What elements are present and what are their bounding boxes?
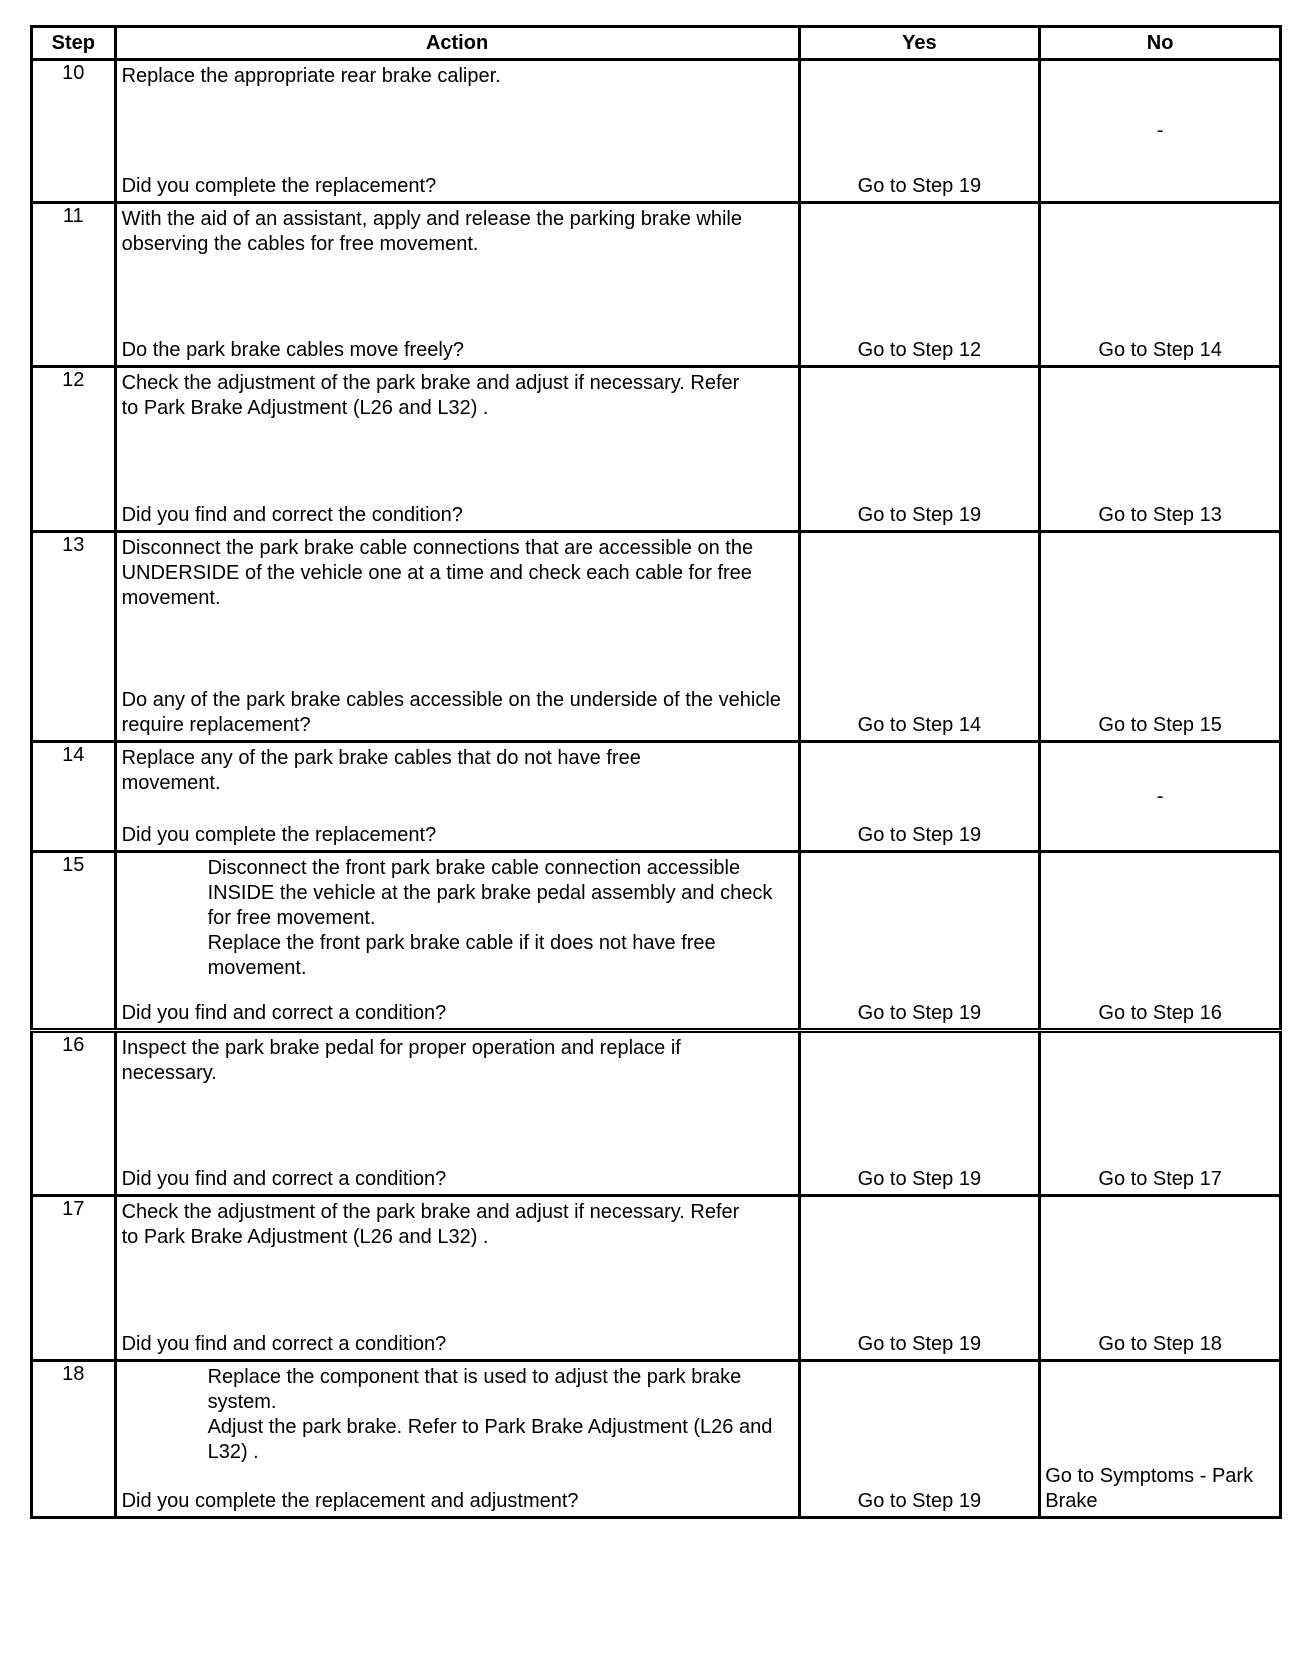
action-cell	[115, 60, 799, 203]
action-cell	[115, 1361, 799, 1518]
action-question: Do the park brake cables move freely?	[121, 339, 464, 361]
yes-result: Go to Step 19	[857, 1168, 982, 1190]
yes-result: Go to Step 19	[857, 175, 982, 197]
yes-result: Go to Step 19	[857, 1333, 982, 1355]
yes-result: Go to Step 19	[857, 1002, 982, 1024]
action-question: Did you find and correct a condition?	[121, 1168, 447, 1190]
action-question: Did you find and correct the condition?	[121, 504, 463, 526]
action-cell	[115, 1031, 799, 1196]
table-row	[32, 1361, 1281, 1518]
action-cell	[115, 203, 799, 367]
header-action: Action	[115, 27, 799, 60]
table-row	[32, 742, 1281, 852]
table-row	[32, 367, 1281, 532]
no-result: Go to Step 14	[1098, 339, 1222, 361]
header-no: No	[1040, 27, 1281, 60]
action-text: Disconnect the park brake cable connections that are accessible on the UNDERSIDE of the vehicle one at a time and check each cable for free movement.	[121, 537, 754, 609]
yes-result: Go to Step 19	[857, 1490, 982, 1512]
no-result: Go to Step 13	[1098, 504, 1222, 526]
action-text: Inspect the park brake pedal for proper operation and replace if necessary.	[121, 1037, 681, 1084]
action-text: Replace the component that is used to adjust the park brake system.	[207, 1366, 742, 1413]
no-cell	[1040, 1196, 1281, 1361]
yes-cell	[799, 1031, 1040, 1196]
action-cell	[115, 367, 799, 532]
step-number: 11	[32, 203, 116, 367]
action-question: Do any of the park brake cables accessible on the underside of the vehicle require replacement?	[121, 689, 781, 736]
action-text: Replace the appropriate rear brake caliper.	[121, 65, 501, 87]
yes-cell	[799, 1196, 1040, 1361]
action-text: Replace the front park brake cable if it does not have free movement.	[207, 932, 716, 979]
step-number: 13	[32, 532, 116, 742]
no-result: Go to Step 18	[1098, 1333, 1222, 1355]
action-text: Adjust the park brake. Refer to Park Brake Adjustment (L26 and L32) .	[207, 1416, 773, 1463]
no-result: Go to Step 16	[1098, 1002, 1222, 1024]
no-result: Go to Step 17	[1098, 1168, 1222, 1190]
no-cell	[1040, 852, 1281, 1031]
yes-cell	[799, 203, 1040, 367]
action-text: Disconnect the front park brake cable connection accessible INSIDE the vehicle at the park brake pedal assembly and check for free movement.	[207, 857, 773, 929]
table-row	[32, 203, 1281, 367]
diagnostic-steps-table	[30, 25, 1282, 1519]
step-number: 15	[32, 852, 116, 1031]
yes-result: Go to Step 19	[857, 824, 982, 846]
step-number: 18	[32, 1361, 116, 1518]
action-cell	[115, 742, 799, 852]
table-row	[32, 1196, 1281, 1361]
table-row	[32, 532, 1281, 742]
yes-cell	[799, 742, 1040, 852]
step-number: 17	[32, 1196, 116, 1361]
no-cell	[1040, 1031, 1281, 1196]
yes-result: Go to Step 14	[857, 714, 982, 736]
yes-result: Go to Step 19	[857, 504, 982, 526]
no-result: -	[1156, 785, 1164, 807]
step-number: 16	[32, 1031, 116, 1196]
yes-cell	[799, 852, 1040, 1031]
table-row	[32, 60, 1281, 203]
action-question: Did you find and correct a condition?	[121, 1002, 447, 1024]
step-number: 12	[32, 367, 116, 532]
yes-cell	[799, 532, 1040, 742]
action-text: Check the adjustment of the park brake and adjust if necessary. Refer to Park Brake Adjustment (L26 and L32) .	[121, 1201, 740, 1248]
action-text: Check the adjustment of the park brake and adjust if necessary. Refer to Park Brake Adjustment (L26 and L32) .	[121, 372, 740, 419]
no-cell	[1040, 367, 1281, 532]
no-result: -	[1156, 119, 1164, 142]
table-row	[32, 1031, 1281, 1196]
yes-result: Go to Step 12	[857, 339, 982, 361]
no-result: Go to Step 15	[1098, 714, 1222, 736]
no-cell	[1040, 742, 1281, 852]
action-cell	[115, 1196, 799, 1361]
header-yes: Yes	[799, 27, 1040, 60]
no-cell	[1040, 60, 1281, 203]
yes-cell	[799, 367, 1040, 532]
action-question: Did you find and correct a condition?	[121, 1333, 447, 1355]
no-cell	[1040, 532, 1281, 742]
action-question: Did you complete the replacement?	[121, 824, 437, 846]
table-header-row	[32, 27, 1281, 60]
yes-cell	[799, 1361, 1040, 1518]
action-cell	[115, 852, 799, 1031]
step-number: 10	[32, 60, 116, 203]
action-question: Did you complete the replacement and adjustment?	[121, 1490, 579, 1512]
step-number: 14	[32, 742, 116, 852]
no-cell	[1040, 1361, 1281, 1518]
yes-cell	[799, 60, 1040, 203]
header-step: Step	[32, 27, 116, 60]
action-text: With the aid of an assistant, apply and release the parking brake while observing the cables for free movement.	[121, 208, 742, 255]
table-row	[32, 852, 1281, 1031]
no-cell	[1040, 203, 1281, 367]
action-cell	[115, 532, 799, 742]
action-text: Replace any of the park brake cables that do not have free movement.	[121, 747, 641, 794]
action-question: Did you complete the replacement?	[121, 175, 437, 197]
no-result: Go to Symptoms - Park Brake	[1045, 1465, 1254, 1512]
